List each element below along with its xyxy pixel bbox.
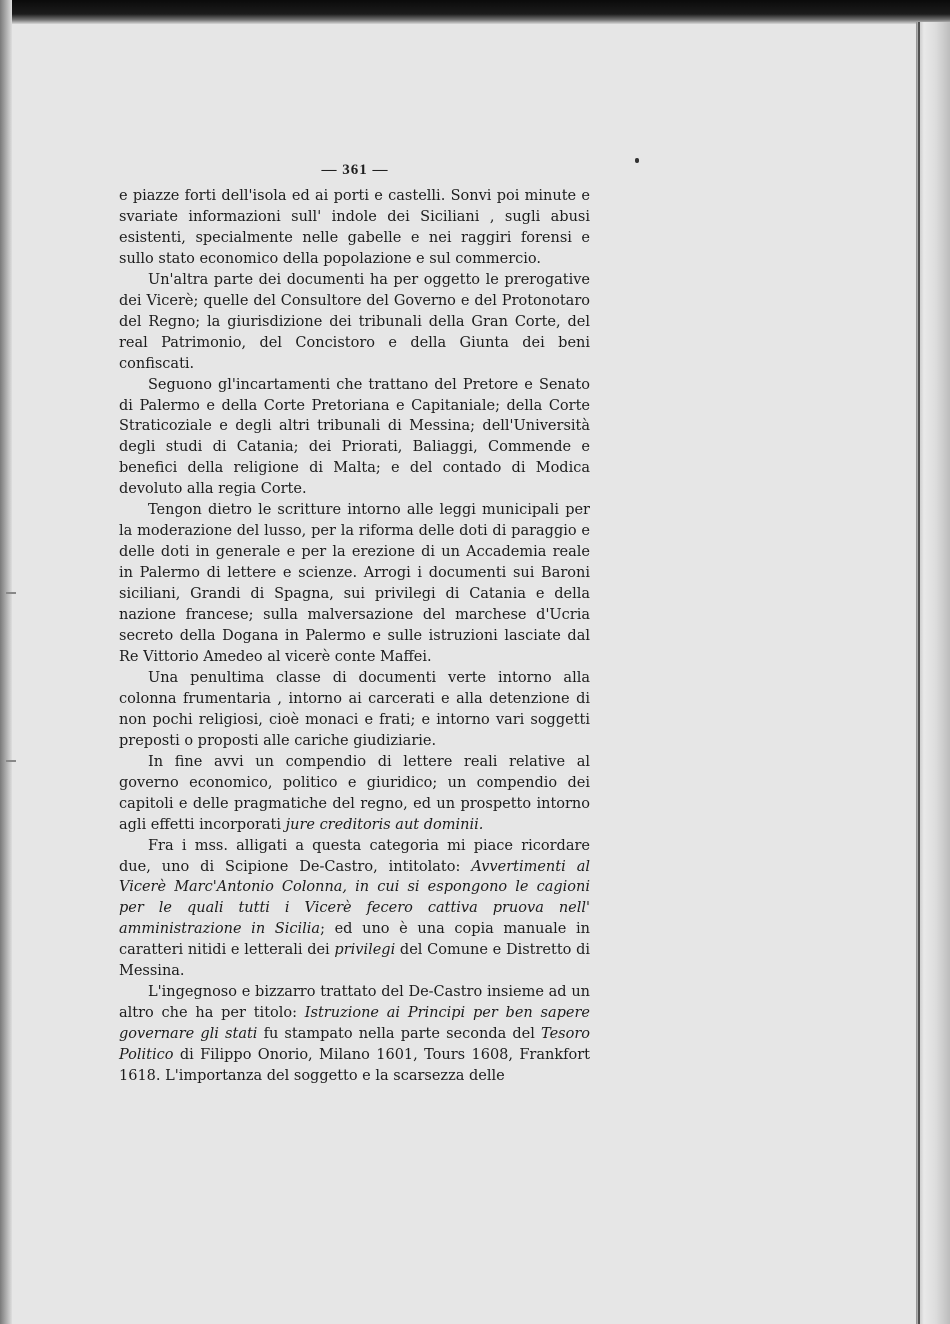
- italic-text: Istruzione ai Principi per ben sapere governare gli stati: [119, 1005, 590, 1043]
- scanner-left-edge: [0, 0, 12, 1324]
- italic-text: Avvertimenti al Vicerè Marc'Antonio Colonna, in cui si espongono le cagioni per le quali tutti i Vicerè fecero cattiva pruova nell' amministrazione in Sicilia: [119, 858, 590, 938]
- text-run: del Comune e Distretto di Messina.: [119, 942, 591, 980]
- italic-text: jure creditoris aut dominii.: [285, 816, 484, 833]
- page-number: — 361 —: [321, 162, 389, 178]
- paragraph: [119, 668, 590, 752]
- page-right-fold: [916, 22, 950, 1324]
- paragraph: [119, 500, 590, 668]
- text-run: Fra i mss. alligati a questa categoria mi piace ricordare due, uno di Scipione De-Castro, intitolato:: [119, 837, 590, 875]
- body-text: [119, 186, 590, 1087]
- scanner-top-edge: [0, 0, 950, 24]
- text-run: ; ed uno è una copia manuale in caratteri nitidi e letterali dei: [119, 921, 590, 959]
- text-run: fu stampato nella parte seconda del: [257, 1026, 542, 1043]
- margin-mark: [6, 760, 16, 762]
- text-run: Seguono gl'incartamenti che trattano del Pretore e Senato di Palermo e della Corte Pretoriana e Capitaniale; della Corte Straticoziale e degli altri tribunali di Messina; dell'Università degli studi di Catania; dei Priorati, Baliaggi, Commende e benefici della religione di Malta; e del contado di Modica devoluto alla regia Corte.: [119, 376, 590, 498]
- italic-text: Tesoro Politico: [119, 1026, 590, 1064]
- italic-text: privilegi: [334, 942, 396, 959]
- paragraph: [119, 270, 590, 375]
- paragraph: [119, 982, 590, 1087]
- text-run: L'ingegnoso e bizzarro trattato del De-Castro insieme ad un altro che ha per titolo:: [119, 984, 590, 1022]
- paragraph: [119, 836, 590, 983]
- paragraph: [119, 752, 590, 836]
- text-run: In fine avvi un compendio di lettere reali relative al governo economico, politico e giuridico; un compendio dei capitoli e delle pragmatiche del regno, ed un prospetto intorno agli effetti incorporati: [119, 753, 590, 833]
- text-run: Tengon dietro le scritture intorno alle leggi municipali per la moderazione del lusso, per la riforma delle doti di paraggio e delle doti in generale e per la erezione di un Accademia reale in Palermo di lettere e scienze. Arrogi i documenti sui Baroni siciliani, Grandi di Spagna, sui privilegi di Catania e della nazione francese; sulla malversazione del marchese d'Ucria secreto della Dogana in Palermo e sulle istruzioni lasciate dal Re Vittorio Amedeo al vicerè conte Maffei.: [119, 502, 590, 665]
- text-run: di Filippo Onorio, Milano 1601, Tours 1608, Frankfort 1618. L'importanza del soggetto e la scarsezza delle: [119, 1047, 590, 1085]
- margin-mark: [6, 592, 16, 594]
- paragraph: [119, 375, 590, 501]
- paragraph: [119, 186, 590, 270]
- text-run: Una penultima classe di documenti verte intorno alla colonna frumentaria , intorno ai carcerati e alla detenzione di non pochi religiosi, cioè monaci e frati; e intorno vari soggetti preposti o proposti alle cariche giudiziarie.: [119, 669, 590, 749]
- text-run: Un'altra parte dei documenti ha per oggetto le prerogative dei Vicerè; quelle del Consultore del Governo e del Protonotaro del Regno; la giurisdizione dei tribunali della Gran Corte, del real Patrimonio, del Concistoro e della Giunta dei beni confiscati.: [119, 271, 590, 372]
- text-run: e piazze forti dell'isola ed ai porti e castelli. Sonvi poi minute e svariate informazioni sull' indole dei Siciliani , sugli abusi esistenti, specialmente nelle gabelle e nei raggiri forensi e sullo stato economico della popolazione e sul commercio.: [119, 188, 590, 267]
- page-border-line: [918, 22, 920, 1324]
